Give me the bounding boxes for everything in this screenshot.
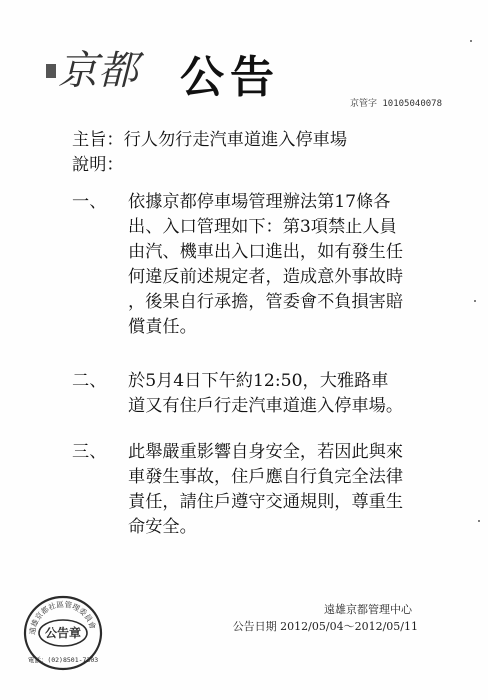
logo-text: 京都 [58,48,138,94]
item-line: ，後果自行承擔，管委會不負損害賠 [128,292,404,312]
page-title: 公告 [180,52,280,103]
scan-speck [474,300,476,302]
subject-label: 主旨： [72,130,124,150]
item-body [72,440,432,540]
document-number: 京管字 10105040078 [349,99,442,109]
official-stamp [22,591,104,671]
item-line: 此舉嚴重影響自身安全，若因此與來 [128,442,404,462]
item-line: 償責任。 [128,317,197,337]
item-line: 責任，請住戶遵守交通規則，尊重生 [128,492,404,512]
stamp-phone: 電話：(02)8501-7303 [27,656,99,664]
item-number: 三、 [72,442,107,462]
item-line: 車發生事故，住戶應自行負完全法律 [128,467,404,487]
scan-speck [478,520,480,522]
issuing-organization: 遠雄京都管理中心 [324,603,412,616]
logo-seal-mark [46,64,56,78]
notice-date: 公告日期 2012/05/04～2012/05/11 [232,620,418,633]
item-line: 命安全。 [128,517,197,537]
list-item [72,369,432,419]
subject-line [72,128,432,153]
notice-footer [233,601,418,635]
item-line: 出、入口管理如下：第3項禁止人員 [128,217,397,237]
subject-text: 行人勿行走汽車道進入停車場 [123,130,348,150]
kyoto-logo [46,38,166,98]
item-number: 一、 [72,192,107,212]
scan-speck [470,40,472,42]
item-line: 於5月4日下午約12:50，大雅路車 [128,371,389,391]
stamp-ring-text: 遠雄京都社區管理委員會 [27,599,98,636]
notice-content [72,128,432,540]
item-body [72,190,432,340]
item-body [72,369,432,419]
list-item [72,440,432,540]
item-number: 二、 [72,371,107,391]
item-line: 何違反前述規定者，造成意外事故時 [128,267,404,287]
list-item [72,190,432,340]
item-line: 依據京都停車場管理辦法第17條各 [128,192,391,212]
stamp-center-text: 公告章 [44,626,82,640]
item-line: 由汽、機車出入口進出，如有發生任 [128,242,404,262]
description-label: 說明： [72,155,124,175]
item-line: 道又有住戶行走汽車道進入停車場。 [128,396,404,416]
